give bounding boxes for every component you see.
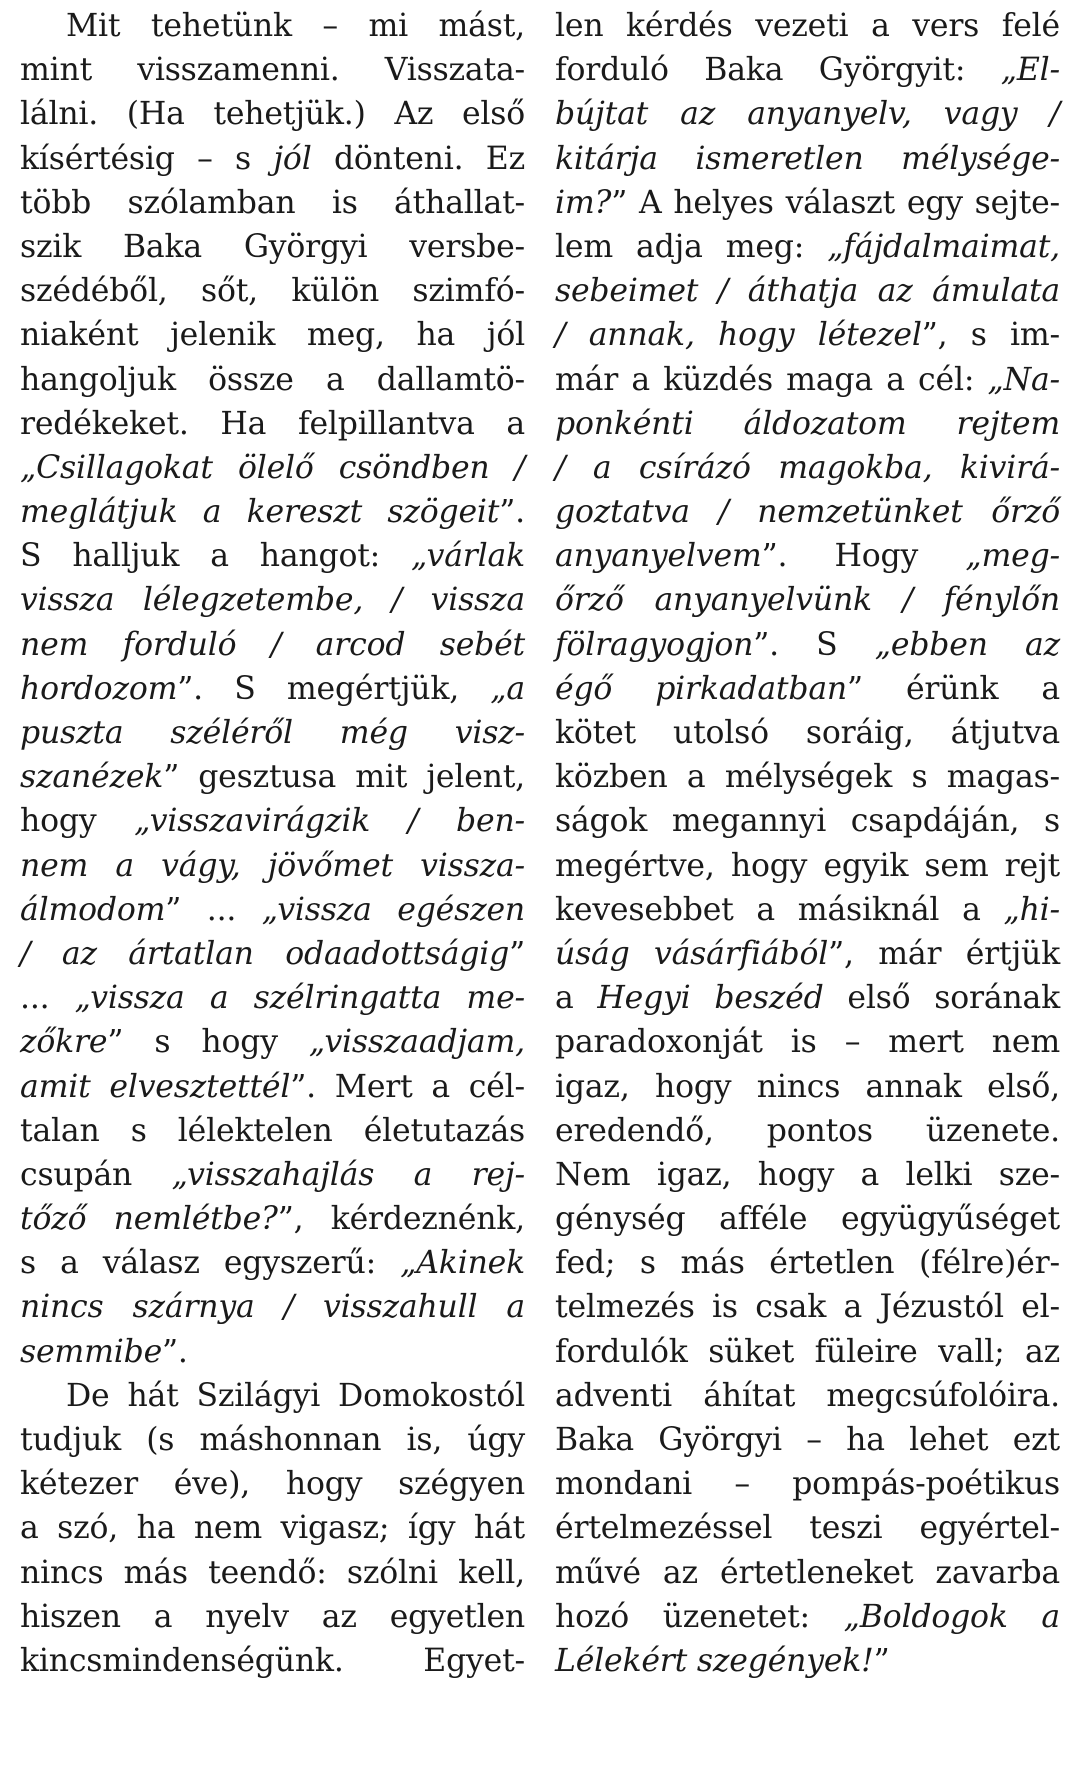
italic-quote-text: Lélekért szegények! <box>555 1642 874 1679</box>
text-line <box>20 225 525 269</box>
italic-quote-text: meglátjuk a kereszt szögeit <box>20 494 500 531</box>
italic-quote-text: bújtat az anyanyelv, vagy / <box>555 96 1060 133</box>
body-text: forduló Baka Györgyit: <box>555 52 1001 89</box>
body-text: igaz, hogy nincs annak első, <box>555 1068 1060 1105</box>
body-text: De hát Szilágyi Domokostól <box>66 1377 525 1414</box>
text-line <box>20 1197 525 1241</box>
text-line <box>20 976 525 1020</box>
body-text: közben a mélységek s magas- <box>555 759 1060 796</box>
body-text: paradoxonját is – mert nem <box>555 1024 1060 1061</box>
text-line <box>555 490 1060 534</box>
body-text: fed; s más értetlen (félre)ér- <box>555 1245 1060 1282</box>
italic-quote-text: / a csírázó magokba, kivirá- <box>555 449 1060 486</box>
italic-quote-text: őrző anyanyelvünk / fénylőn <box>555 582 1060 619</box>
body-text: ... <box>20 980 75 1017</box>
body-text: nincs más teendő: szólni kell, <box>20 1554 525 1591</box>
italic-quote-text: Hegyi beszéd <box>597 980 824 1017</box>
body-text: S halljuk a hangot: <box>20 538 412 575</box>
body-text: fordulók süket füleire vall; az <box>555 1333 1060 1370</box>
text-line <box>555 4 1060 48</box>
text-line <box>20 667 525 711</box>
text-line <box>20 269 525 313</box>
italic-quote-text: nincs szárnya / visszahull a <box>20 1289 525 1326</box>
body-text: ”, már értjük <box>828 935 1060 972</box>
text-line <box>20 181 525 225</box>
italic-quote-text: úság vásárfiából <box>555 935 829 972</box>
text-line <box>555 1197 1060 1241</box>
text-line <box>555 1639 1060 1683</box>
text-column-left <box>20 4 525 1683</box>
text-column-right <box>555 4 1060 1683</box>
italic-quote-text: „várlak <box>411 538 525 575</box>
italic-quote-text: „meg- <box>965 538 1060 575</box>
text-line <box>20 1109 525 1153</box>
text-line <box>20 932 525 976</box>
italic-quote-text: „a <box>490 670 525 707</box>
italic-quote-text: tőző nemlétbe? <box>20 1201 278 1238</box>
body-text: kísértésig – s <box>20 140 274 177</box>
italic-quote-text: „Csillagokat ölelő csöndben / <box>20 449 525 486</box>
italic-quote-text: amit elvesztettél <box>20 1068 291 1105</box>
text-line <box>20 755 525 799</box>
italic-quote-text: vissza lélegzetembe, / vissza <box>20 582 525 619</box>
text-line <box>20 1639 525 1683</box>
text-line <box>555 1020 1060 1064</box>
italic-quote-text: / az ártatlan odaadottságig <box>20 935 510 972</box>
body-text: már a küzdés maga a cél: <box>555 361 988 398</box>
body-text: redékeket. Ha felpillantva a <box>20 405 525 442</box>
body-text: hangoljuk össze a dallamtö- <box>20 361 525 398</box>
body-text: mint visszamenni. Visszata- <box>20 52 525 89</box>
text-line <box>20 1285 525 1329</box>
body-text: ” <box>509 935 525 972</box>
body-text: több szólamban is áthallat- <box>20 184 525 221</box>
italic-quote-text: sebeimet / áthatja az ámulata <box>555 273 1060 310</box>
text-line <box>20 490 525 534</box>
text-line <box>20 1020 525 1064</box>
text-line <box>555 932 1060 976</box>
text-line <box>555 1418 1060 1462</box>
text-line <box>555 799 1060 843</box>
text-line <box>555 534 1060 578</box>
body-text: hiszen a nyelv az egyetlen <box>20 1598 525 1635</box>
text-line <box>20 313 525 357</box>
text-line <box>20 1065 525 1109</box>
text-line <box>555 623 1060 667</box>
text-line <box>20 799 525 843</box>
text-line <box>20 1241 525 1285</box>
text-line <box>555 1241 1060 1285</box>
body-text: művé az értetleneket zavarba <box>555 1554 1060 1591</box>
text-line <box>555 976 1060 1020</box>
text-line <box>555 844 1060 888</box>
italic-quote-text: „visszavirágzik / ben- <box>134 803 525 840</box>
body-text: ” s hogy <box>107 1024 309 1061</box>
text-line <box>555 225 1060 269</box>
text-line <box>555 1330 1060 1374</box>
text-line <box>20 1330 525 1374</box>
text-line <box>555 1065 1060 1109</box>
body-text: Nem igaz, hogy a lelki sze- <box>555 1156 1060 1193</box>
text-line <box>20 446 525 490</box>
body-text: telmezés is csak a Jézustól el- <box>555 1289 1060 1326</box>
italic-quote-text: puszta széléről még visz- <box>20 715 525 751</box>
text-line <box>555 1109 1060 1153</box>
text-line <box>20 1551 525 1595</box>
body-text: ”, s im- <box>921 317 1061 354</box>
text-line <box>20 137 525 181</box>
italic-quote-text: nem a vágy, jövőmet vissza- <box>20 847 525 884</box>
body-text: ”. Mert a cél- <box>290 1068 525 1105</box>
body-text: ”. <box>162 1333 188 1370</box>
italic-quote-text: / annak, hogy létezel <box>555 317 922 354</box>
italic-quote-text: semmibe <box>20 1333 163 1370</box>
body-text: a szó, ha nem vigasz; így hát <box>20 1510 525 1547</box>
body-text: lálni. (Ha tehetjük.) Az első <box>20 96 525 133</box>
body-text: eredendő, pontos üzenete. <box>555 1112 1060 1149</box>
italic-quote-text: anyanyelvem <box>555 538 762 575</box>
text-line <box>20 578 525 622</box>
italic-quote-text: „ebben az <box>874 626 1060 663</box>
text-line <box>555 1285 1060 1329</box>
body-text: tudjuk (s máshonnan is, úgy <box>20 1422 525 1458</box>
italic-quote-text: „fájdalmaimat, <box>827 228 1060 265</box>
text-line <box>555 1153 1060 1197</box>
text-line <box>555 755 1060 799</box>
italic-quote-text: zőkre <box>20 1024 108 1061</box>
body-text: hogy <box>20 803 135 840</box>
body-text: ságok megannyi csapdáján, s <box>555 803 1060 840</box>
body-text: ” ... <box>165 891 262 928</box>
italic-quote-text: „hi- <box>1003 891 1060 928</box>
body-text: csupán <box>20 1156 172 1193</box>
body-text: niaként jelenik meg, ha jól <box>20 317 525 354</box>
body-text: ” érünk a <box>847 670 1060 707</box>
italic-quote-text: „Akinek <box>400 1245 525 1282</box>
text-line <box>20 1153 525 1197</box>
body-text: ”. Hogy <box>761 538 966 575</box>
text-line <box>20 1418 525 1462</box>
body-text: Mit tehetünk – mi mást, <box>66 8 525 44</box>
body-text: értelmezéssel teszi egyértel- <box>555 1510 1060 1547</box>
text-line <box>20 534 525 578</box>
body-text: szédéből, sőt, külön szimfó- <box>20 273 525 310</box>
body-text: ”. S megértjük, <box>177 670 491 707</box>
body-text: ” gesztusa mit jelent, <box>163 759 525 796</box>
text-line <box>20 623 525 667</box>
body-text: ”, kérdeznénk, <box>277 1201 525 1238</box>
italic-quote-text: ponkénti áldozatom rejtem <box>555 405 1060 442</box>
text-line <box>20 48 525 92</box>
text-line <box>555 181 1060 225</box>
text-line <box>20 888 525 932</box>
italic-quote-text: im? <box>555 184 612 221</box>
text-line <box>555 402 1060 446</box>
text-line <box>555 1551 1060 1595</box>
text-line <box>555 269 1060 313</box>
italic-quote-text: fölragyogjon <box>555 626 754 663</box>
body-text: ”. S <box>753 626 875 663</box>
text-line <box>555 711 1060 755</box>
text-line <box>20 1506 525 1550</box>
text-line <box>20 1374 525 1418</box>
text-line <box>20 844 525 888</box>
body-text: dönteni. Ez <box>311 140 525 177</box>
body-text: kétezer éve), hogy szégyen <box>20 1466 525 1503</box>
italic-quote-text: szanézek <box>20 759 164 796</box>
italic-quote-text: goztatva / nemzetünket őrző <box>555 494 1060 531</box>
text-line <box>20 92 525 136</box>
text-line <box>555 1462 1060 1506</box>
body-text: első sorának <box>823 980 1060 1017</box>
body-text: mondani – pompás-poétikus <box>555 1466 1060 1503</box>
body-text: a <box>555 980 598 1017</box>
body-text: génység afféle együgyűséget <box>555 1201 1060 1238</box>
italic-quote-text: „visszaadjam, <box>308 1024 525 1061</box>
text-line <box>20 358 525 402</box>
body-text: Baka Györgyi – ha lehet ezt <box>555 1422 1060 1458</box>
body-text: hozó üzenetet: <box>555 1598 844 1635</box>
text-line <box>20 1462 525 1506</box>
text-line <box>20 1595 525 1639</box>
body-text: megértve, hogy egyik sem rejt <box>555 847 1060 884</box>
body-text: szik Baka Györgyi versbe- <box>20 228 525 265</box>
italic-quote-text: „Na- <box>987 361 1060 398</box>
text-line <box>555 578 1060 622</box>
body-text: kevesebbet a másiknál a <box>555 891 1004 928</box>
body-text: lem adja meg: <box>555 228 828 265</box>
text-line <box>555 313 1060 357</box>
body-text: ”. <box>499 494 525 531</box>
text-line <box>555 358 1060 402</box>
text-line <box>555 667 1060 711</box>
italic-quote-text: „visszahajlás a rej- <box>171 1156 525 1193</box>
text-line <box>20 402 525 446</box>
body-text: talan s lélektelen életutazás <box>20 1112 525 1149</box>
body-text: s a válasz egyszerű: <box>20 1245 401 1282</box>
italic-quote-text: hordozom <box>20 670 178 707</box>
body-text: kincsmindenségünk. Egyet- <box>20 1642 525 1679</box>
italic-quote-text: „vissza a szélringatta me- <box>74 980 525 1017</box>
italic-quote-text: álmodom <box>20 891 166 928</box>
body-text: kötet utolsó soráig, átjutva <box>555 715 1060 751</box>
body-text: adventi áhítat megcsúfolóira. <box>555 1377 1060 1414</box>
italic-quote-text: „vissza egészen <box>261 891 526 928</box>
italic-quote-text: égő pirkadatban <box>555 670 848 707</box>
italic-quote-text: kitárja ismeretlen mélysége- <box>555 140 1060 177</box>
text-line <box>20 711 525 755</box>
italic-quote-text: „Boldogok a <box>843 1598 1060 1635</box>
text-line <box>555 48 1060 92</box>
italic-quote-text: nem forduló / arcod sebét <box>20 626 525 663</box>
text-line <box>555 888 1060 932</box>
text-line <box>20 4 525 48</box>
text-line <box>555 1374 1060 1418</box>
text-line <box>555 446 1060 490</box>
body-text: ” <box>873 1642 890 1679</box>
body-text: len kérdés vezeti a vers felé <box>555 8 1060 44</box>
text-line <box>555 137 1060 181</box>
body-text: ” A helyes választ egy sejte- <box>611 184 1060 221</box>
text-line <box>555 1595 1060 1639</box>
italic-quote-text: „El- <box>1000 52 1060 89</box>
text-line <box>555 92 1060 136</box>
italic-quote-text: jól <box>273 140 312 177</box>
text-line <box>555 1506 1060 1550</box>
